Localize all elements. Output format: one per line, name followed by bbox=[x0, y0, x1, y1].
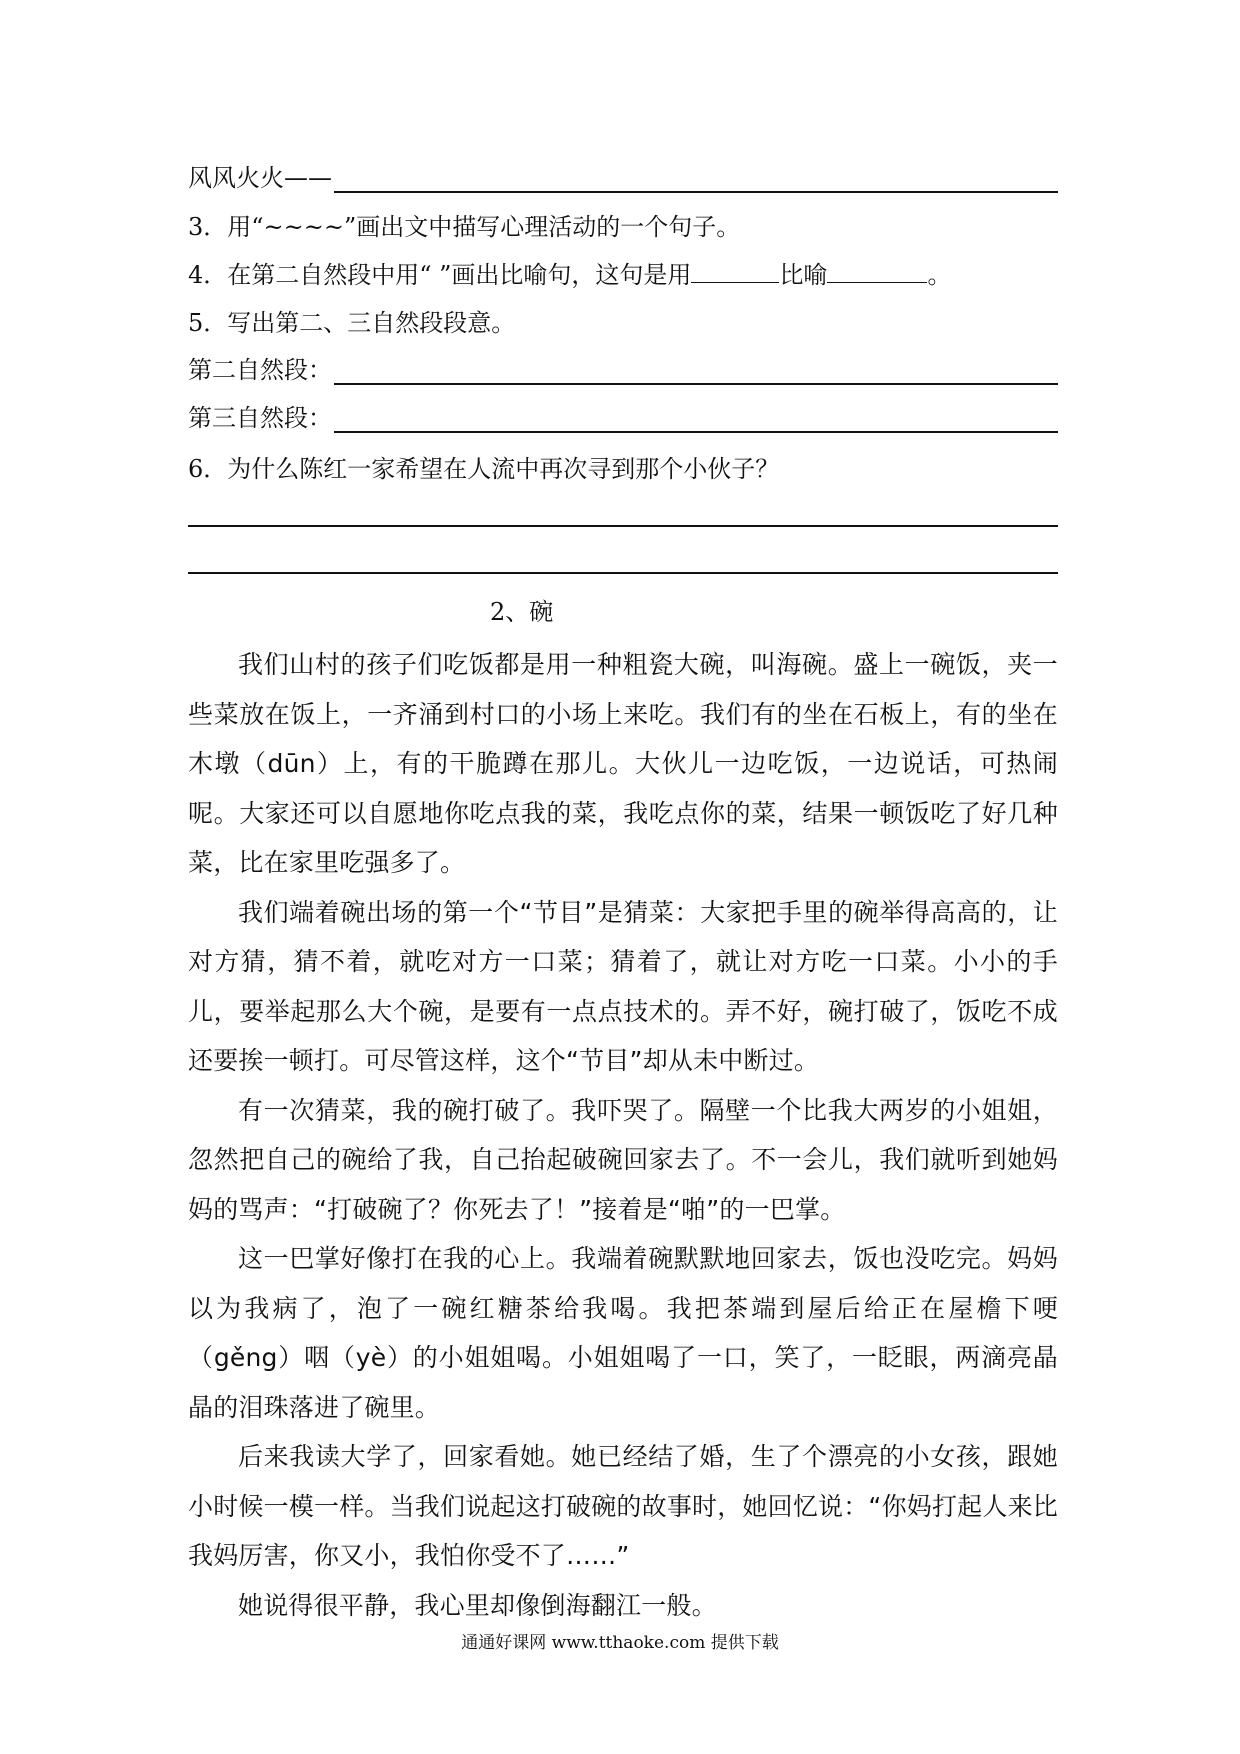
story-paragraph-4: 这一巴掌好像打在我的心上。我端着碗默默地回家去，饭也没吃完。妈妈以为我病了，泡了一碗红糖茶给我喝。我把茶端到屋后给正在屋檐下哽（gěng）咽（yè）的小姐姐喝。小姐姐喝了一口，笑了，一眨眼，两滴亮晶晶的泪珠落进了碗里。 bbox=[188, 1244, 1058, 1422]
question-4 bbox=[188, 260, 1058, 290]
story-title: 2、碗 bbox=[490, 598, 554, 626]
question-4-blank-1[interactable] bbox=[691, 260, 779, 283]
idiom-answer-line[interactable] bbox=[334, 169, 1058, 193]
question-4-mid: 比喻 bbox=[779, 261, 828, 289]
question-4-text: 4．在第二自然段中用“ ”画出比喻句，这句是用 bbox=[188, 261, 692, 289]
question-6-answer-line-1[interactable] bbox=[188, 525, 1058, 527]
story-paragraph-6: 她说得很平静，我心里却像倒海翻江一般。 bbox=[238, 1590, 717, 1620]
story-paragraph-5: 后来我读大学了，回家看她。她已经结了婚，生了个漂亮的小女孩，跟她小时候一模一样。当我们说起这打破碗的故事时，她回忆说：“你妈打起人来比我妈厉害，你又小，我怕你受不了……” bbox=[188, 1442, 1058, 1570]
question-4-end: 。 bbox=[927, 261, 952, 289]
question-4-blank-2[interactable] bbox=[827, 260, 927, 283]
para3-answer-line[interactable] bbox=[334, 409, 1058, 433]
idiom-answer-row bbox=[188, 163, 1058, 193]
download-footer: 通通好课网 www.tthaoke.com 提供下载 bbox=[461, 1633, 779, 1653]
para2-label: 第二自然段： bbox=[188, 356, 332, 384]
story-paragraph-2: 我们端着碗出场的第一个“节目”是猜菜：大家把手里的碗举得高高的，让对方猜，猜不着，就吃对方一口菜；猜着了，就让对方吃一口菜。小小的手儿，要举起那么大个碗，是要有一点点技术的。弄不好，碗打破了，饭吃不成还要挨一顿打。可尽管这样，这个“节目”却从未中断过。 bbox=[188, 897, 1058, 1075]
question-6: 6．为什么陈红一家希望在人流中再次寻到那个小伙子？ bbox=[188, 455, 780, 483]
question-6-answer-line-2[interactable] bbox=[188, 572, 1058, 574]
story-body bbox=[188, 640, 1058, 1630]
idiom-prefix: 风风火火—— bbox=[188, 164, 332, 192]
para3-label: 第三自然段： bbox=[188, 404, 332, 432]
para3-answer-row bbox=[188, 403, 1058, 433]
question-5: 5．写出第二、三自然段段意。 bbox=[188, 309, 516, 337]
story-paragraph-1: 我们山村的孩子们吃饭都是用一种粗瓷大碗，叫海碗。盛上一碗饭，夹一些菜放在饭上，一齐涌到村口的小场上来吃。我们有的坐在石板上，有的坐在木墩（dūn）上，有的干脆蹲在那儿。大伙儿一边吃饭，一边说话，可热闹呢。大家还可以自愿地你吃点我的菜，我吃点你的菜，结果一顿饭吃了好几种菜，比在家里吃强多了。 bbox=[188, 650, 1058, 877]
story-paragraph-3: 有一次猜菜，我的碗打破了。我吓哭了。隔壁一个比我大两岁的小姐姐，忽然把自己的碗给了我，自己抬起破碗回家去了。不一会儿，我们就听到她妈妈的骂声：“打破碗了？你死去了！”接着是“啪”的一巴掌。 bbox=[188, 1095, 1058, 1224]
para2-answer-row bbox=[188, 355, 1058, 385]
question-3: 3．用“~~~~”画出文中描写心理活动的一个句子。 bbox=[188, 213, 741, 241]
para2-answer-line[interactable] bbox=[334, 361, 1058, 385]
